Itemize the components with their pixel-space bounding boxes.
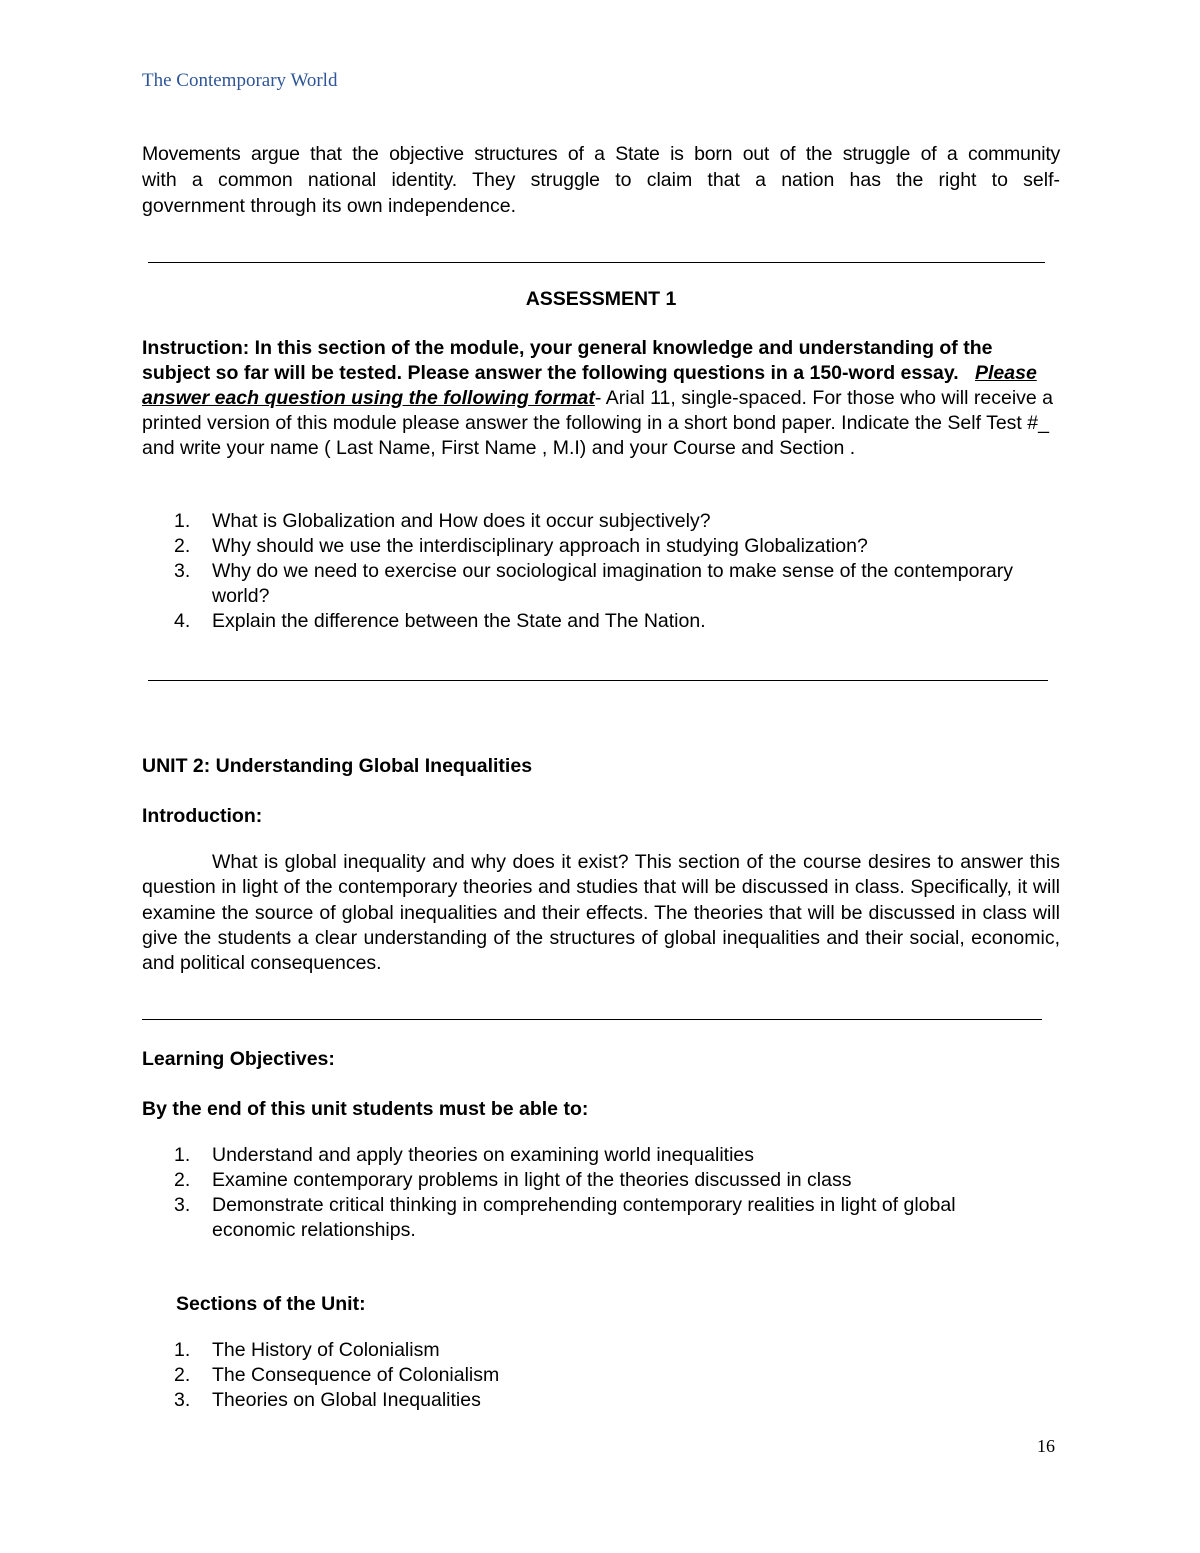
sections-list bbox=[142, 1338, 1042, 1413]
list-item-number: 1. bbox=[174, 1339, 191, 1361]
list-item-number: 2. bbox=[174, 1169, 191, 1191]
list-item-text: The Consequence of Colonialism bbox=[212, 1364, 500, 1386]
list-item-text: Understand and apply theories on examining world inequalities bbox=[212, 1144, 755, 1166]
list-item-text: The History of Colonialism bbox=[212, 1339, 440, 1361]
assessment-question-list bbox=[142, 509, 1042, 634]
intro-paragraph bbox=[142, 141, 1060, 219]
list-item bbox=[142, 1388, 1042, 1413]
list-item-number: 3. bbox=[174, 1389, 191, 1411]
assessment-instruction bbox=[142, 336, 1057, 461]
assessment-heading: ASSESSMENT 1 bbox=[525, 288, 677, 310]
list-item-number: 1. bbox=[174, 1144, 191, 1166]
learning-objectives-label: Learning Objectives: bbox=[142, 1048, 335, 1070]
list-item-number: 2. bbox=[174, 535, 191, 557]
list-item-text: Why should we use the interdisciplinary approach in studying Globalization? bbox=[212, 535, 868, 557]
list-item bbox=[142, 609, 1042, 634]
list-item bbox=[142, 1168, 1042, 1193]
instruction-bold-text: Instruction: In this section of the module, your general knowledge and understanding of the subject so far will be tested. Please answer the following questions in a 150-word essay. bbox=[142, 337, 993, 384]
objectives-lead: By the end of this unit students must be able to: bbox=[142, 1098, 589, 1120]
format-spec: - Arial 11, single-spaced. bbox=[594, 387, 807, 409]
list-item bbox=[142, 559, 1042, 609]
list-item bbox=[142, 1363, 1042, 1388]
page-number: 16 bbox=[1037, 1436, 1055, 1456]
introduction-paragraph: What is global inequality and why does it exist? This section of the course desires to answer this question in light of the contemporary theories and studies that will be discussed in class. Specifically, it will examine the source of global inequalities and their effects. The theories that will be discussed in class will give the students a clear understanding of the structures of global inequalities and their social, economic, and political consequences. bbox=[142, 851, 1060, 975]
list-item-text: Examine contemporary problems in light of the theories discussed in class bbox=[212, 1169, 852, 1191]
list-item bbox=[142, 534, 1042, 559]
list-item-number: 1. bbox=[174, 510, 191, 532]
list-item-text: Demonstrate critical thinking in comprehending contemporary realities in light of global economic relationships. bbox=[212, 1194, 956, 1241]
list-item-number: 2. bbox=[174, 1364, 191, 1386]
list-item bbox=[142, 509, 1042, 534]
list-item-text: What is Globalization and How does it occur subjectively? bbox=[212, 510, 711, 532]
list-item bbox=[142, 1143, 1042, 1168]
intro-line-1: Movements argue that the objective structures of a State is born out of the struggle of a community bbox=[142, 143, 1060, 165]
format-note: Please answer each question using the following format bbox=[142, 362, 1037, 409]
sections-label: Sections of the Unit: bbox=[176, 1293, 366, 1315]
list-item bbox=[142, 1338, 1042, 1363]
instruction-rest-text: For those who will receive a printed version of this module please answer the following in a short bond paper. Indicate the Self Test #_ and write your name ( Last Name, First Name , M.I) and your Course and Section . bbox=[142, 387, 1054, 459]
divider-rule-1 bbox=[148, 262, 1045, 263]
running-header: The Contemporary World bbox=[142, 70, 338, 91]
intro-line-2: with a common national identity. They struggle to claim that a nation has the right to self- bbox=[142, 169, 1060, 191]
list-item bbox=[142, 1193, 1042, 1243]
list-item-number: 3. bbox=[174, 1194, 191, 1216]
objectives-list bbox=[142, 1143, 1042, 1243]
unit-title: UNIT 2: Understanding Global Inequalities bbox=[142, 755, 533, 777]
introduction-label: Introduction: bbox=[142, 805, 263, 827]
divider-rule-3 bbox=[142, 1019, 1042, 1020]
intro-line-3: government through its own independence. bbox=[142, 195, 517, 217]
list-item-number: 3. bbox=[174, 560, 191, 582]
list-item-number: 4. bbox=[174, 610, 191, 632]
list-item-text: Why do we need to exercise our sociological imagination to make sense of the contemporary world? bbox=[212, 560, 1014, 607]
list-item-text: Theories on Global Inequalities bbox=[212, 1389, 481, 1411]
divider-rule-2 bbox=[148, 680, 1048, 681]
list-item-text: Explain the difference between the State and The Nation. bbox=[212, 610, 706, 632]
